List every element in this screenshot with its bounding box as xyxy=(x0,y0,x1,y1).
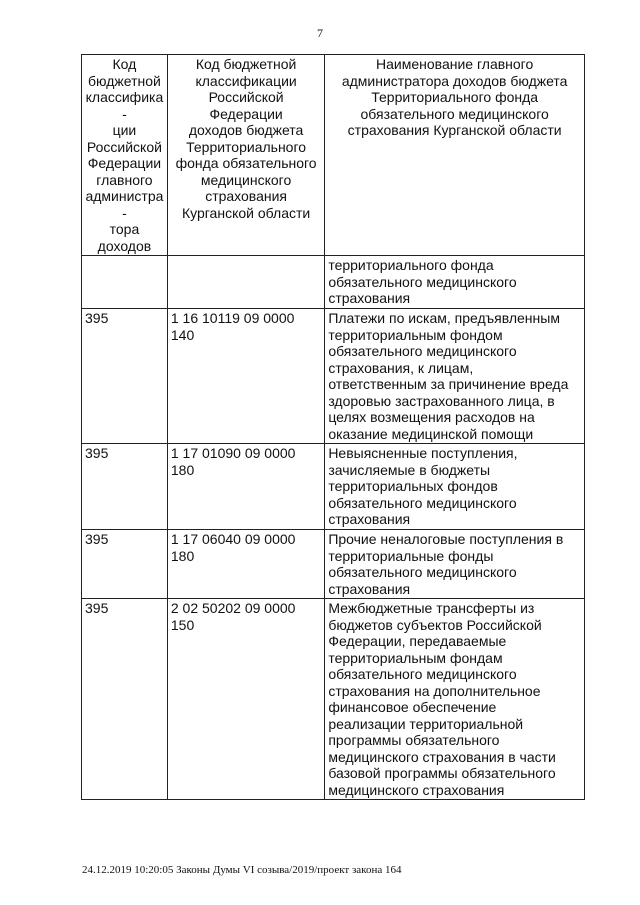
table-row xyxy=(82,599,585,800)
cell-admin-code: 395 xyxy=(82,530,168,599)
table-row xyxy=(82,256,585,309)
document-footer: 24.12.2019 10:20:05 Законы Думы VI созыва/2019/проект закона 164 xyxy=(82,864,402,876)
header-kbk: Код бюджетной классификации Российской Федерации доходов бюджета Территориального фонда обязательного медицинского страхования Курганской области xyxy=(167,55,324,256)
cell-kbk: 1 17 06040 09 0000 180 xyxy=(167,530,324,599)
cell-name: территориального фонда обязательного медицинского страхования xyxy=(325,256,585,309)
header-name: Наименование главного администратора доходов бюджета Территориального фонда обязательного медицинского страхования Курганской области xyxy=(325,55,585,256)
header-admin-code: Код бюджетной классифика- ции Российской Федерации главного администра- тора доходов xyxy=(82,55,168,256)
cell-admin-code xyxy=(82,256,168,309)
table-row xyxy=(82,444,585,530)
cell-name: Невыясненные поступления, зачисляемые в бюджеты территориальных фондов обязательного медицинского страхования xyxy=(325,444,585,530)
page-number: 7 xyxy=(317,26,323,40)
cell-kbk: 2 02 50202 09 0000 150 xyxy=(167,599,324,800)
table-row xyxy=(82,530,585,599)
cell-name: Межбюджетные трансферты из бюджетов субъектов Российской Федерации, передаваемые территориальным фондам обязательного медицинского страхования на дополнительное финансовое обеспечение реализации территориальной программы обязательного медицинского страхования в части базовой программы обязательного медицинского страхования xyxy=(325,599,585,800)
cell-name: Прочие неналоговые поступления в территориальные фонды обязательного медицинского страхования xyxy=(325,530,585,599)
cell-kbk: 1 17 01090 09 0000 180 xyxy=(167,444,324,530)
cell-admin-code: 395 xyxy=(82,599,168,800)
cell-kbk xyxy=(167,256,324,309)
cell-admin-code: 395 xyxy=(82,444,168,530)
cell-admin-code: 395 xyxy=(82,309,168,444)
table-header-row xyxy=(82,55,585,256)
cell-name: Платежи по искам, предъявленным территориальным фондом обязательного медицинского страхования, к лицам, ответственным за причинение вреда здоровью застрахованного лица, в целях возмещения расходов на оказание медицинской помощи xyxy=(325,309,585,444)
cell-kbk: 1 16 10119 09 0000 140 xyxy=(167,309,324,444)
budget-classification-table xyxy=(81,54,585,800)
table-row xyxy=(82,309,585,444)
